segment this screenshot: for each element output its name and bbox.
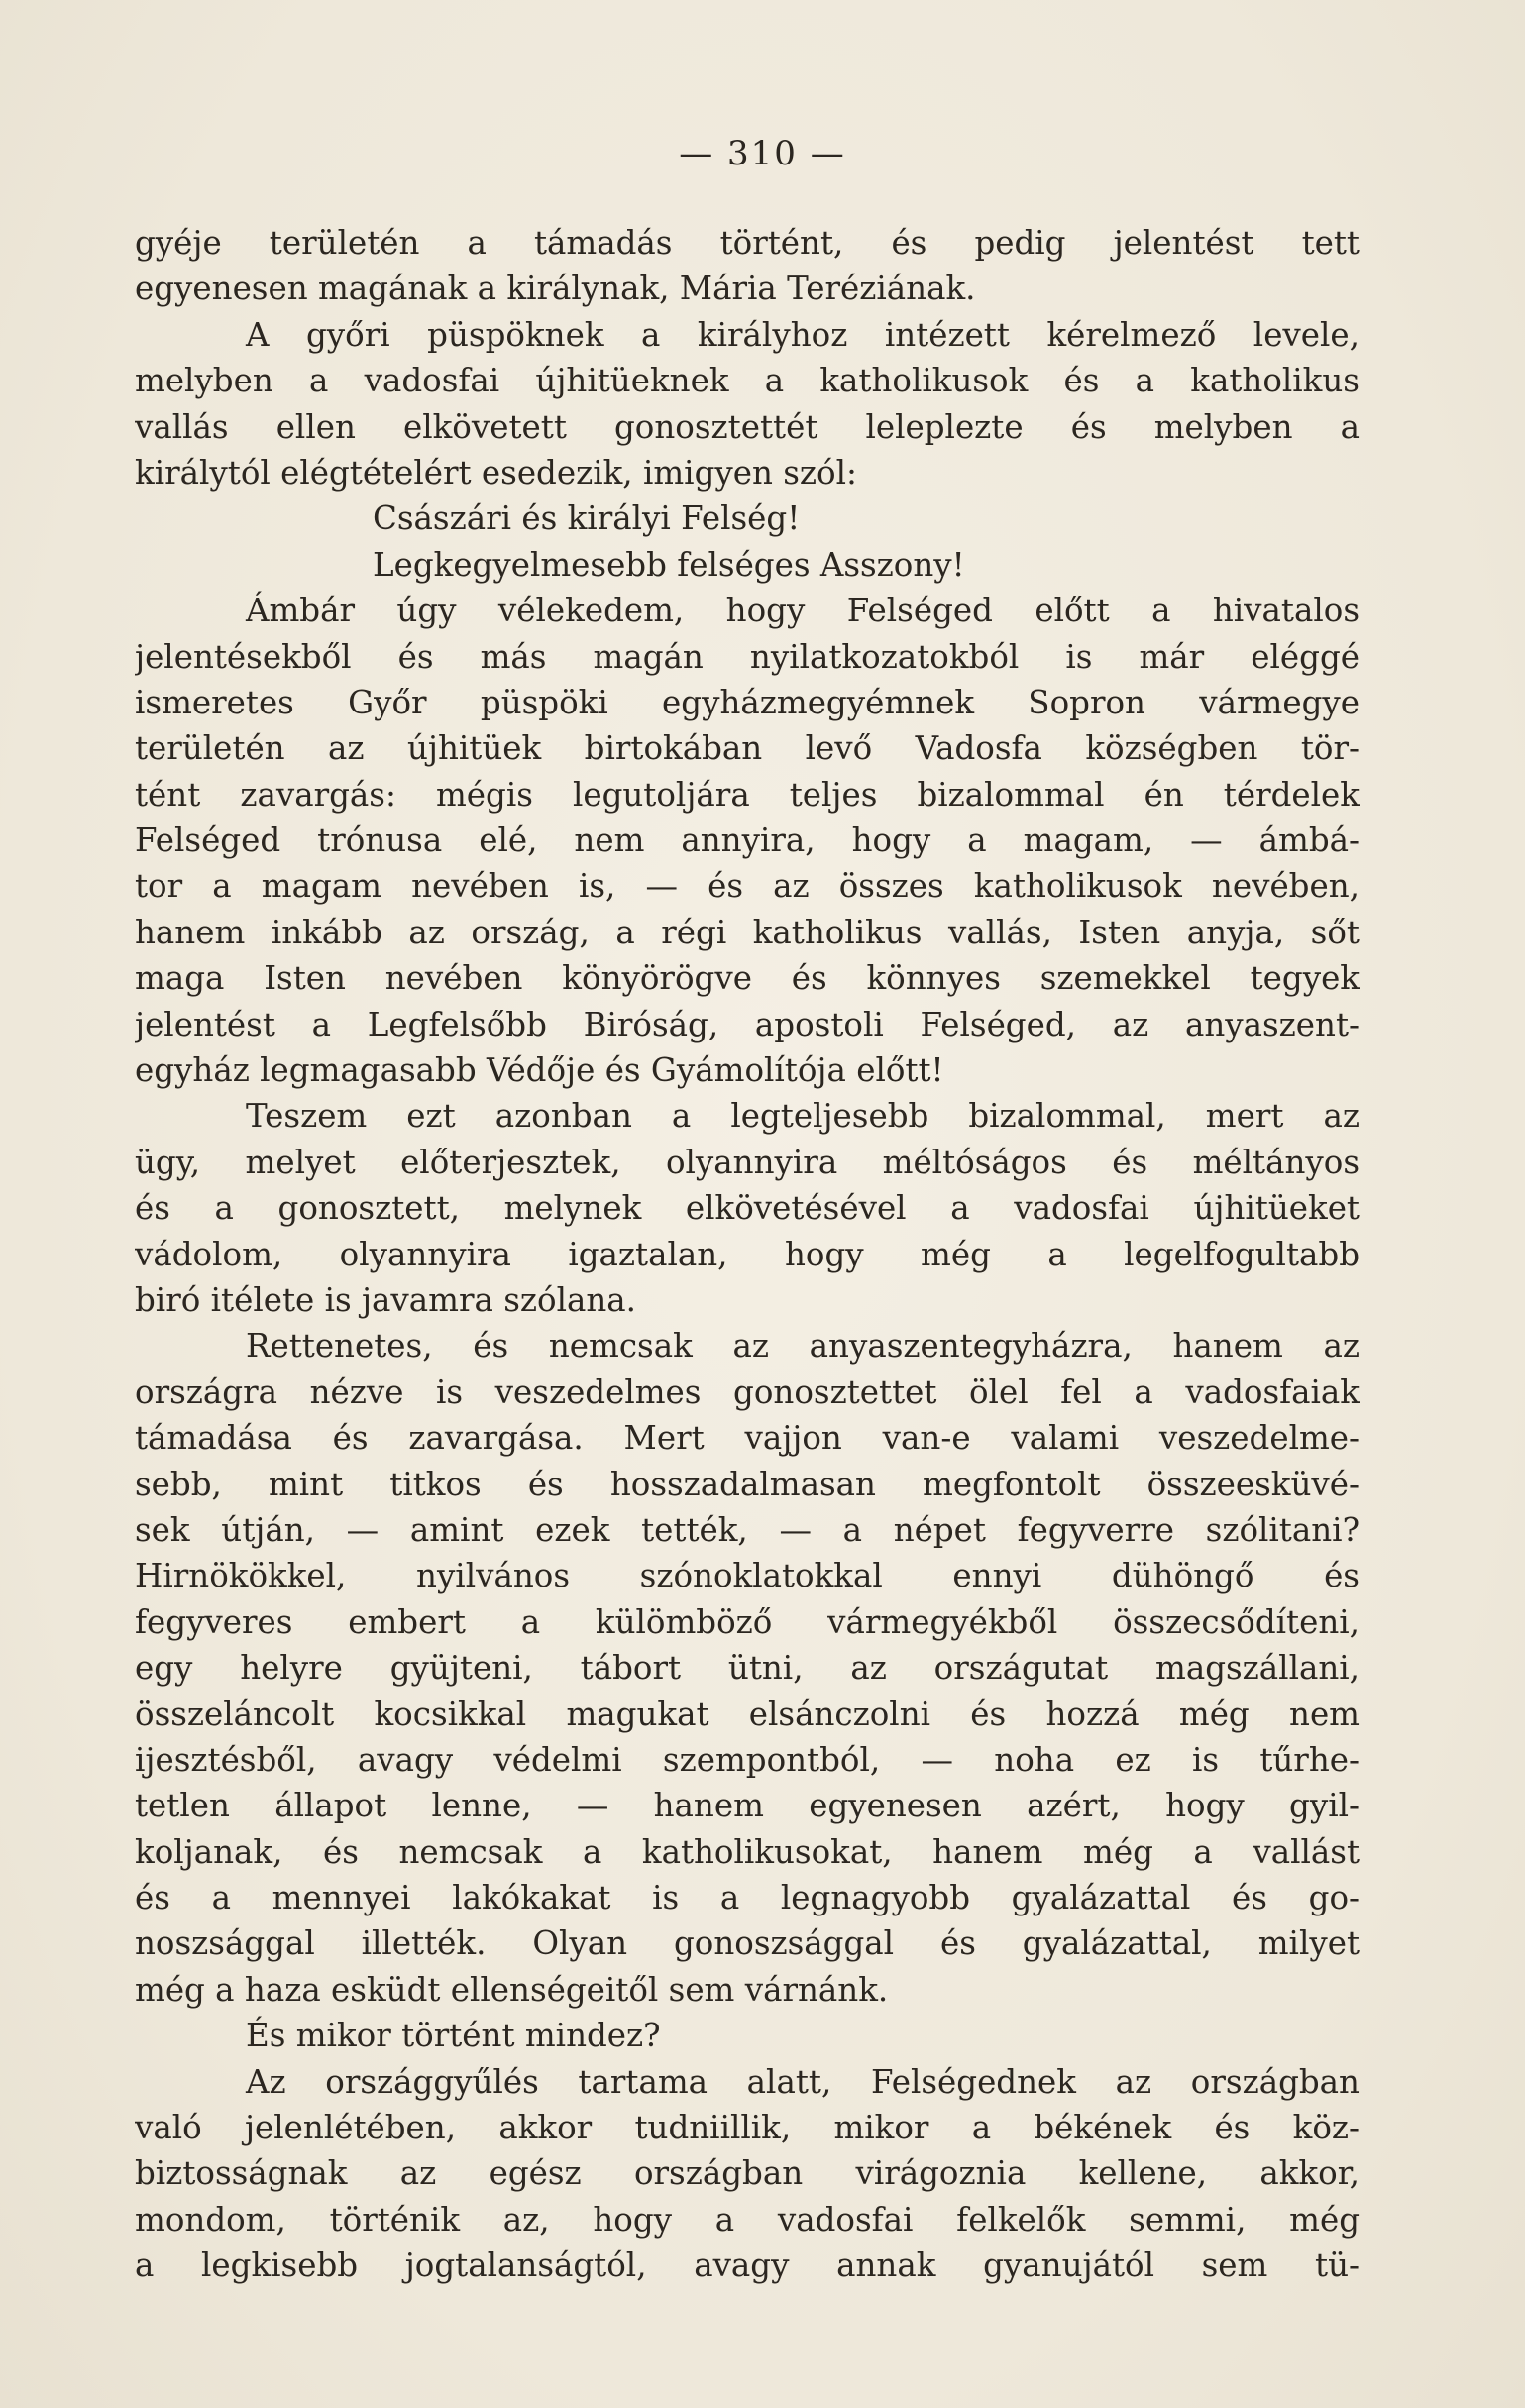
text-line: ijesztésből, avagy védelmi szempontból, — noha ez is tűrhe- <box>135 1740 1360 1779</box>
text-line: jelentésekből és más magán nyilatkozatokból is már eléggé <box>135 637 1360 676</box>
text-line: és a mennyei lakókakat is a legnagyobb gyalázattal és go- <box>135 1879 1360 1917</box>
text-line: Ámbár úgy vélekedem, hogy Felséged előtt a hivatalos <box>246 592 1360 630</box>
text-line: gyéje területén a támadás történt, és pedig jelentést tett <box>135 224 1360 262</box>
text-line: még a haza esküdt ellenségeitől sem várnánk. <box>135 1970 889 2009</box>
text-line: ismeretes Győr püspöki egyházmegyémnek Sopron vármegye <box>135 683 1360 721</box>
text-line: egy helyre gyüjteni, tábort ütni, az országutat magszállani, <box>135 1649 1360 1688</box>
text-line: biztosságnak az egész országban virágoznia kellene, akkor, <box>135 2154 1360 2193</box>
text-line: és a gonosztett, melynek elkövetésével a vadosfai újhitüeket <box>135 1189 1360 1228</box>
text-line: egyenesen magának a királynak, Mária Teréziának. <box>135 270 976 308</box>
text-line: melyben a vadosfai újhitüeknek a katholikusok és a katholikus <box>135 362 1360 400</box>
text-line: Császári és királyi Felség! <box>373 499 801 538</box>
text-line: összeláncolt kocsikkal magukat elsánczolni és hozzá még nem <box>135 1695 1360 1733</box>
text-line: sek útján, — amint ezek tették, — a népet fegyverre szólitani? <box>135 1510 1360 1549</box>
body-text <box>135 220 1360 2289</box>
text-line: A győri püspöknek a királyhoz intézett kérelmező levele, <box>246 315 1360 354</box>
text-line: sebb, mint titkos és hosszadalmasan megfontolt összeesküvé- <box>135 1465 1360 1503</box>
text-line: maga Isten nevében könyörögve és könnyes szemekkel tegyek <box>135 959 1360 998</box>
text-line: fegyveres embert a külömböző vármegyékből összecsődíteni, <box>135 1602 1360 1641</box>
text-line: való jelenlétében, akkor tudniillik, mikor a békének és köz- <box>135 2109 1360 2147</box>
text-line: támadása és zavargása. Mert vajjon van-e valami veszedelme- <box>135 1419 1360 1458</box>
text-line: ügy, melyet előterjesztek, olyannyira méltóságos és méltányos <box>135 1143 1360 1181</box>
text-line: országra nézve is veszedelmes gonosztettet ölel fel a vadosfaiak <box>135 1372 1360 1411</box>
text-line: biró itélete is javamra szólana. <box>135 1280 637 1319</box>
text-line: egyház legmagasabb Védője és Gyámolítója előtt! <box>135 1051 944 1090</box>
text-line: jelentést a Legfelsőbb Biróság, apostoli Felséged, az anyaszent- <box>135 1005 1360 1043</box>
text-line: tetlen állapot lenne, — hanem egyenesen azért, hogy gyil- <box>135 1787 1360 1825</box>
text-line: mondom, történik az, hogy a vadosfai felkelők semmi, még <box>135 2200 1360 2239</box>
text-line: tor a magam nevében is, — és az összes katholikusok nevében, <box>135 867 1360 906</box>
text-line: koljanak, és nemcsak a katholikusokat, hanem még a vallást <box>135 1832 1360 1871</box>
text-line: És mikor történt mindez? <box>246 2017 661 2055</box>
text-line: királytól elégtételért esedezik, imigyen szól: <box>135 453 857 492</box>
text-line: vádolom, olyannyira igaztalan, hogy még a legelfogultabb <box>135 1235 1360 1273</box>
text-line: tént zavargás: mégis legutoljára teljes bizalommal én térdelek <box>135 775 1360 814</box>
text-line: Hirnökökkel, nyilvános szónoklatokkal ennyi dühöngő és <box>135 1557 1360 1595</box>
text-line: Rettenetes, és nemcsak az anyaszentegyházra, hanem az <box>246 1327 1360 1366</box>
text-line: Felséged trónusa elé, nem annyira, hogy a magam, — ámbá- <box>135 821 1360 860</box>
text-line: Az országgyűlés tartama alatt, Felségednek az országban <box>246 2062 1360 2101</box>
text-line: hanem inkább az ország, a régi katholikus vallás, Isten anyja, sőt <box>135 913 1360 951</box>
text-line: vallás ellen elkövetett gonosztettét leleplezte és melyben a <box>135 407 1360 446</box>
text-line: noszsággal illették. Olyan gonoszsággal és gyalázattal, milyet <box>135 1924 1360 1963</box>
text-line: területén az újhitüek birtokában levő Vadosfa községben tör- <box>135 729 1360 768</box>
text-line: Legkegyelmesebb felséges Asszony! <box>373 545 965 584</box>
text-line: Teszem ezt azonban a legteljesebb bizalommal, mert az <box>246 1097 1360 1136</box>
text-line: a legkisebb jogtalanságtól, avagy annak gyanujától sem tü- <box>135 2246 1360 2285</box>
page-number: — 310 — <box>679 134 846 173</box>
